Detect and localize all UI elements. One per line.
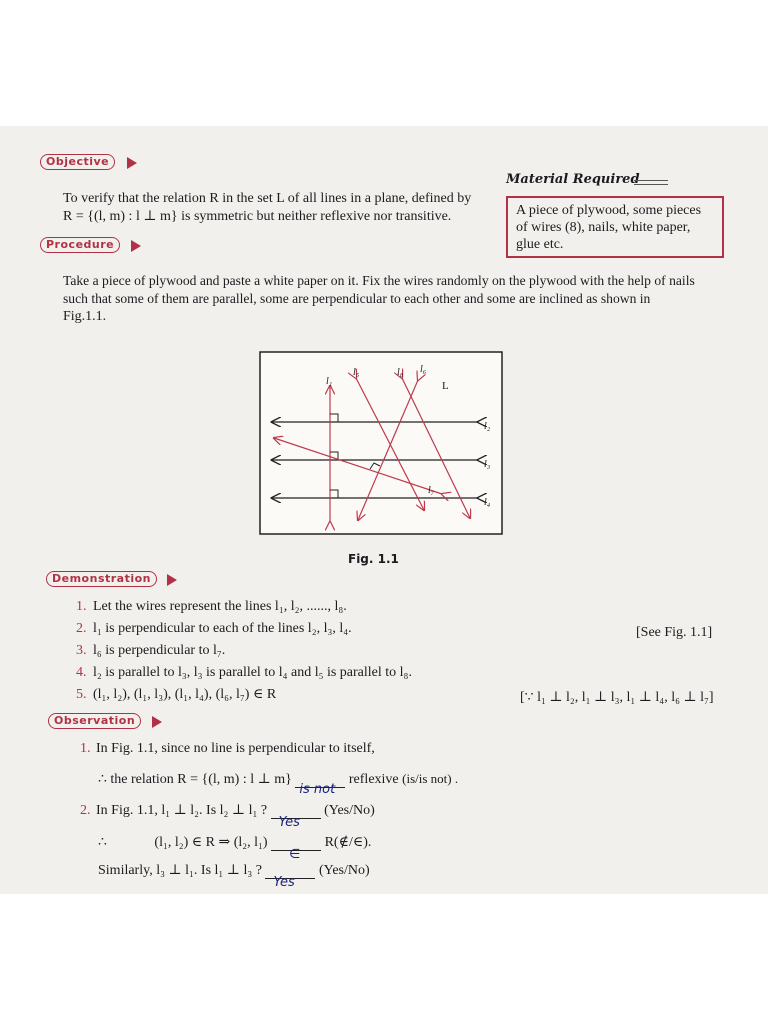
- figure-caption: Fig. 1.1: [348, 552, 399, 566]
- objective-line-1: To verify that the relation R in the set L of all lines in a plane, defined by: [63, 191, 472, 206]
- demo-item-reason: [∵ l₁ ⊥ l₂, l₁ ⊥ l₃, l₁ ⊥ l₄, l₆ ⊥ l₇]: [520, 690, 714, 705]
- obs-question-text: Similarly, l₃ ⊥ l₁. Is l₁ ⊥ l₃ ?: [98, 863, 262, 878]
- demonstration-tag: Demonstration: [46, 571, 157, 587]
- obs-item-number: 2.: [80, 803, 91, 818]
- therefore-symbol: ∴: [98, 835, 107, 850]
- obs-reflexive-word: reflexive: [348, 772, 399, 787]
- label-l5: l₅: [353, 367, 360, 378]
- label-l4: l₄: [484, 497, 491, 508]
- demo-item-text: l₆ is perpendicular to l₇.: [93, 643, 226, 658]
- procedure-arrow-icon: [131, 240, 141, 252]
- obs-options: (is/is not) .: [402, 771, 459, 786]
- obs-item-2b: [98, 834, 372, 862]
- demo-item-text: Let the wires represent the lines l₁, l₂, ......, l₈.: [93, 599, 347, 614]
- label-l2: l₂: [484, 421, 491, 432]
- demo-item-reference: [See Fig. 1.1]: [636, 625, 713, 640]
- material-line-3: glue etc.: [516, 237, 564, 252]
- material-title: Material Required: [506, 172, 640, 187]
- demo-item-number: 1.: [76, 599, 87, 614]
- handwritten-answer: is not: [299, 782, 336, 797]
- obs-item-2: [96, 802, 375, 830]
- obs-options: (Yes/No): [318, 863, 370, 878]
- procedure-line-3: Fig.1.1.: [63, 309, 107, 324]
- label-l3: l₃: [484, 459, 491, 470]
- demo-item-number: 5.: [76, 687, 87, 702]
- demonstration-arrow-icon: [167, 574, 177, 586]
- demo-item-text: (l₁, l₂), (l₁, l₃), (l₁, l₄), (l₆, l₇) ∈ R: [93, 687, 277, 702]
- plywood-frame: [260, 352, 502, 534]
- obs-question-text: In Fig. 1.1, l₁ ⊥ l₂. Is l₂ ⊥ l₁ ?: [96, 803, 268, 818]
- objective-arrow-icon: [127, 157, 137, 169]
- objective-tag: Objective: [40, 154, 115, 170]
- obs-relation-text: ∴ the relation R = {(l, m) : l ⊥ m}: [98, 772, 292, 787]
- obs-implication-text: (l₁, l₂) ∈ R ⇒ (l₂, l₁): [154, 835, 268, 850]
- procedure-line-1: Take a piece of plywood and paste a white paper on it. Fix the wires randomly on the plywood with the help of nails: [63, 273, 695, 288]
- handwritten-answer: Yes: [273, 875, 295, 890]
- obs-options: (Yes/No): [324, 803, 375, 818]
- demo-item-number: 4.: [76, 665, 87, 680]
- material-line-1: A piece of plywood, some pieces: [516, 203, 702, 218]
- handwritten-answer: ∈: [289, 847, 301, 862]
- obs-item-number: 1.: [80, 741, 91, 756]
- figure-1-1: [258, 350, 504, 536]
- label-l7: l₇: [428, 485, 435, 496]
- obs-options: R(∉/∈).: [324, 835, 372, 850]
- observation-arrow-icon: [152, 716, 162, 728]
- procedure-line-2: such that some of them are parallel, some are perpendicular to each other and some are inclined as shown in: [63, 291, 651, 306]
- demo-item-number: 3.: [76, 643, 87, 658]
- label-l1: l₁: [326, 376, 333, 387]
- label-L: L: [442, 380, 449, 392]
- procedure-tag: Procedure: [40, 237, 120, 253]
- handwritten-answer: Yes: [278, 815, 300, 830]
- objective-line-2: R = {(l, m) : l ⊥ m} is symmetric but neither reflexive nor transitive.: [63, 209, 452, 224]
- demo-item-text: l₂ is parallel to l₃, l₃ is parallel to l₄ and l₅ is parallel to l₈.: [93, 665, 412, 680]
- material-divider: [634, 180, 668, 181]
- answer-blank-reflexive[interactable]: [295, 782, 345, 797]
- label-l6: l₆: [420, 364, 427, 375]
- answer-blank-symmetric[interactable]: [271, 815, 321, 830]
- answer-blank-similar[interactable]: [265, 875, 315, 890]
- demo-item-number: 2.: [76, 621, 87, 636]
- observation-tag: Observation: [48, 713, 141, 729]
- label-l8: l₈: [397, 367, 404, 378]
- demo-item-text: l₁ is perpendicular to each of the lines l₂, l₃, l₄.: [93, 621, 352, 636]
- obs-item-1b: [98, 770, 459, 797]
- material-divider: [634, 184, 668, 185]
- obs-item-1: In Fig. 1.1, since no line is perpendicular to itself,: [96, 741, 375, 756]
- material-box: [506, 196, 724, 258]
- material-line-2: of wires (8), nails, white paper,: [516, 220, 691, 235]
- answer-blank-membership[interactable]: [271, 847, 321, 862]
- obs-item-3: [98, 862, 370, 890]
